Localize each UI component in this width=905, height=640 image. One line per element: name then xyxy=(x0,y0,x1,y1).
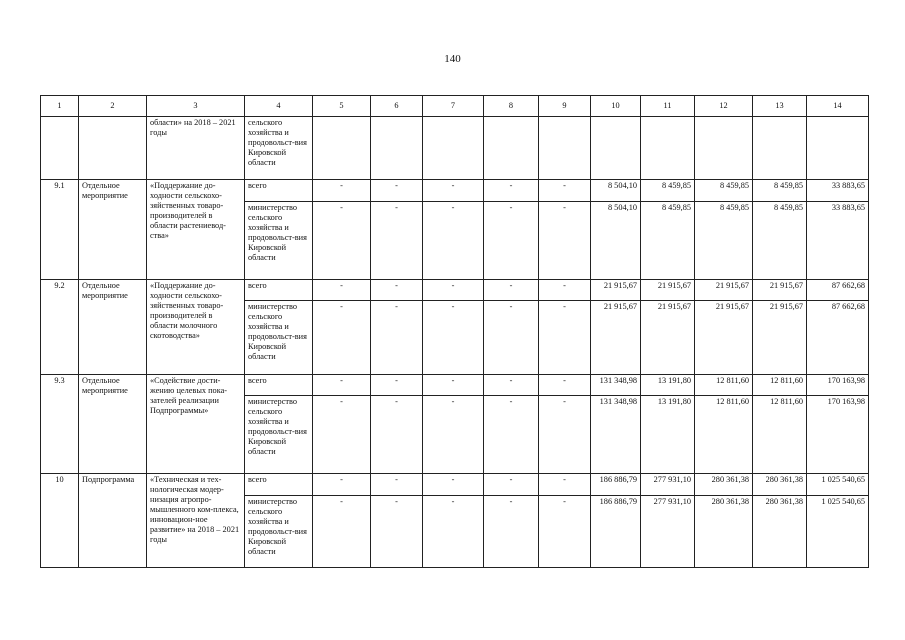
continued-executor-cell: сельского хозяйства и продовольст-вия Кировской области xyxy=(245,117,313,180)
cell xyxy=(371,117,423,180)
dash-cell: - xyxy=(423,474,484,496)
dash-cell: - xyxy=(371,301,423,375)
value-cell: 186 886,79 xyxy=(591,474,641,496)
column-header: 5 xyxy=(313,96,371,117)
value-cell: 8 504,10 xyxy=(591,202,641,280)
column-header: 11 xyxy=(641,96,695,117)
value-cell: 280 361,38 xyxy=(695,474,753,496)
column-header: 7 xyxy=(423,96,484,117)
row-name-cell: «Поддержание до-ходности сельскохо-зяйственных товаро-производителей в области растениевод-ства» xyxy=(147,180,245,280)
value-cell: 21 915,67 xyxy=(591,301,641,375)
value-cell: 131 348,98 xyxy=(591,375,641,396)
column-header: 6 xyxy=(371,96,423,117)
cell xyxy=(591,117,641,180)
value-cell: 8 459,85 xyxy=(753,202,807,280)
dash-cell: - xyxy=(371,375,423,396)
dash-cell: - xyxy=(313,396,371,474)
value-cell: 33 883,65 xyxy=(807,180,869,202)
continued-name-cell: области» на 2018 – 2021 годы xyxy=(147,117,245,180)
executor-cell: министерство сельского хозяйства и продовольст-вия Кировской области xyxy=(245,301,313,375)
executor-cell: министерство сельского хозяйства и продовольст-вия Кировской области xyxy=(245,202,313,280)
row-id-cell: 9.2 xyxy=(41,280,79,375)
dash-cell: - xyxy=(371,474,423,496)
cell xyxy=(41,117,79,180)
dash-cell: - xyxy=(539,301,591,375)
value-cell: 87 662,68 xyxy=(807,301,869,375)
value-cell: 8 504,10 xyxy=(591,180,641,202)
dash-cell: - xyxy=(371,202,423,280)
column-header: 9 xyxy=(539,96,591,117)
value-cell: 87 662,68 xyxy=(807,280,869,301)
column-header: 14 xyxy=(807,96,869,117)
column-header: 3 xyxy=(147,96,245,117)
value-cell: 12 811,60 xyxy=(695,396,753,474)
column-header: 13 xyxy=(753,96,807,117)
value-cell: 21 915,67 xyxy=(753,301,807,375)
dash-cell: - xyxy=(371,496,423,568)
dash-cell: - xyxy=(423,301,484,375)
dash-cell: - xyxy=(539,280,591,301)
dash-cell: - xyxy=(423,396,484,474)
dash-cell: - xyxy=(539,202,591,280)
value-cell: 13 191,80 xyxy=(641,375,695,396)
table-row xyxy=(41,375,869,396)
cell xyxy=(539,117,591,180)
value-cell: 280 361,38 xyxy=(753,474,807,496)
dash-cell: - xyxy=(484,202,539,280)
continuation-row xyxy=(41,117,869,180)
dash-cell: - xyxy=(313,301,371,375)
total-label-cell: всего xyxy=(245,180,313,202)
dash-cell: - xyxy=(484,474,539,496)
dash-cell: - xyxy=(423,202,484,280)
cell xyxy=(753,117,807,180)
dash-cell: - xyxy=(539,496,591,568)
value-cell: 8 459,85 xyxy=(641,180,695,202)
value-cell: 186 886,79 xyxy=(591,496,641,568)
dash-cell: - xyxy=(539,375,591,396)
dash-cell: - xyxy=(484,375,539,396)
dash-cell: - xyxy=(423,280,484,301)
dash-cell: - xyxy=(371,280,423,301)
row-name-cell: «Поддержание до-ходности сельскохо-зяйственных товаро-производителей в области молочного скотоводства» xyxy=(147,280,245,375)
value-cell: 280 361,38 xyxy=(695,496,753,568)
total-label-cell: всего xyxy=(245,474,313,496)
cell xyxy=(79,117,147,180)
row-id-cell: 9.3 xyxy=(41,375,79,474)
cell xyxy=(641,117,695,180)
dash-cell: - xyxy=(484,301,539,375)
value-cell: 8 459,85 xyxy=(641,202,695,280)
value-cell: 8 459,85 xyxy=(753,180,807,202)
value-cell: 12 811,60 xyxy=(753,396,807,474)
value-cell: 1 025 540,65 xyxy=(807,474,869,496)
table-row xyxy=(41,474,869,496)
value-cell: 170 163,98 xyxy=(807,375,869,396)
dash-cell: - xyxy=(313,202,371,280)
value-cell: 277 931,10 xyxy=(641,496,695,568)
budget-table xyxy=(40,95,869,568)
column-header: 2 xyxy=(79,96,147,117)
row-type-cell: Отдельное мероприятие xyxy=(79,375,147,474)
cell xyxy=(695,117,753,180)
cell xyxy=(484,117,539,180)
value-cell: 170 163,98 xyxy=(807,396,869,474)
dash-cell: - xyxy=(539,396,591,474)
row-type-cell: Отдельное мероприятие xyxy=(79,280,147,375)
dash-cell: - xyxy=(313,180,371,202)
row-id-cell: 9.1 xyxy=(41,180,79,280)
dash-cell: - xyxy=(313,496,371,568)
cell xyxy=(423,117,484,180)
value-cell: 33 883,65 xyxy=(807,202,869,280)
table-row xyxy=(41,280,869,301)
dash-cell: - xyxy=(371,396,423,474)
column-header: 4 xyxy=(245,96,313,117)
value-cell: 21 915,67 xyxy=(641,301,695,375)
cell xyxy=(807,117,869,180)
value-cell: 8 459,85 xyxy=(695,180,753,202)
value-cell: 21 915,67 xyxy=(591,280,641,301)
total-label-cell: всего xyxy=(245,280,313,301)
value-cell: 277 931,10 xyxy=(641,474,695,496)
row-id-cell: 10 xyxy=(41,474,79,568)
value-cell: 13 191,80 xyxy=(641,396,695,474)
dash-cell: - xyxy=(423,496,484,568)
column-header: 1 xyxy=(41,96,79,117)
executor-cell: министерство сельского хозяйства и продовольст-вия Кировской области xyxy=(245,496,313,568)
dash-cell: - xyxy=(371,180,423,202)
total-label-cell: всего xyxy=(245,375,313,396)
column-header: 8 xyxy=(484,96,539,117)
value-cell: 1 025 540,65 xyxy=(807,496,869,568)
value-cell: 12 811,60 xyxy=(753,375,807,396)
value-cell: 21 915,67 xyxy=(695,280,753,301)
dash-cell: - xyxy=(484,180,539,202)
dash-cell: - xyxy=(484,496,539,568)
value-cell: 21 915,67 xyxy=(753,280,807,301)
header-row xyxy=(41,96,869,117)
table-row xyxy=(41,180,869,202)
dash-cell: - xyxy=(539,180,591,202)
value-cell: 280 361,38 xyxy=(753,496,807,568)
dash-cell: - xyxy=(484,396,539,474)
dash-cell: - xyxy=(484,280,539,301)
dash-cell: - xyxy=(539,474,591,496)
row-name-cell: «Техническая и тех-нологическая модер-низация агропро-мышленного ком-плекса, инновацион-ное развитие» на 2018 – 2021 годы xyxy=(147,474,245,568)
value-cell: 12 811,60 xyxy=(695,375,753,396)
dash-cell: - xyxy=(313,375,371,396)
dash-cell: - xyxy=(313,280,371,301)
executor-cell: министерство сельского хозяйства и продовольст-вия Кировской области xyxy=(245,396,313,474)
dash-cell: - xyxy=(423,180,484,202)
page-number: 140 xyxy=(444,53,461,65)
row-type-cell: Подпрограмма xyxy=(79,474,147,568)
column-header: 12 xyxy=(695,96,753,117)
column-header: 10 xyxy=(591,96,641,117)
value-cell: 21 915,67 xyxy=(695,301,753,375)
dash-cell: - xyxy=(313,474,371,496)
cell xyxy=(313,117,371,180)
value-cell: 131 348,98 xyxy=(591,396,641,474)
row-type-cell: Отдельное мероприятие xyxy=(79,180,147,280)
value-cell: 8 459,85 xyxy=(695,202,753,280)
value-cell: 21 915,67 xyxy=(641,280,695,301)
row-name-cell: «Содействие дости-жению целевых пока-зателей реализации Подпрограммы» xyxy=(147,375,245,474)
dash-cell: - xyxy=(423,375,484,396)
